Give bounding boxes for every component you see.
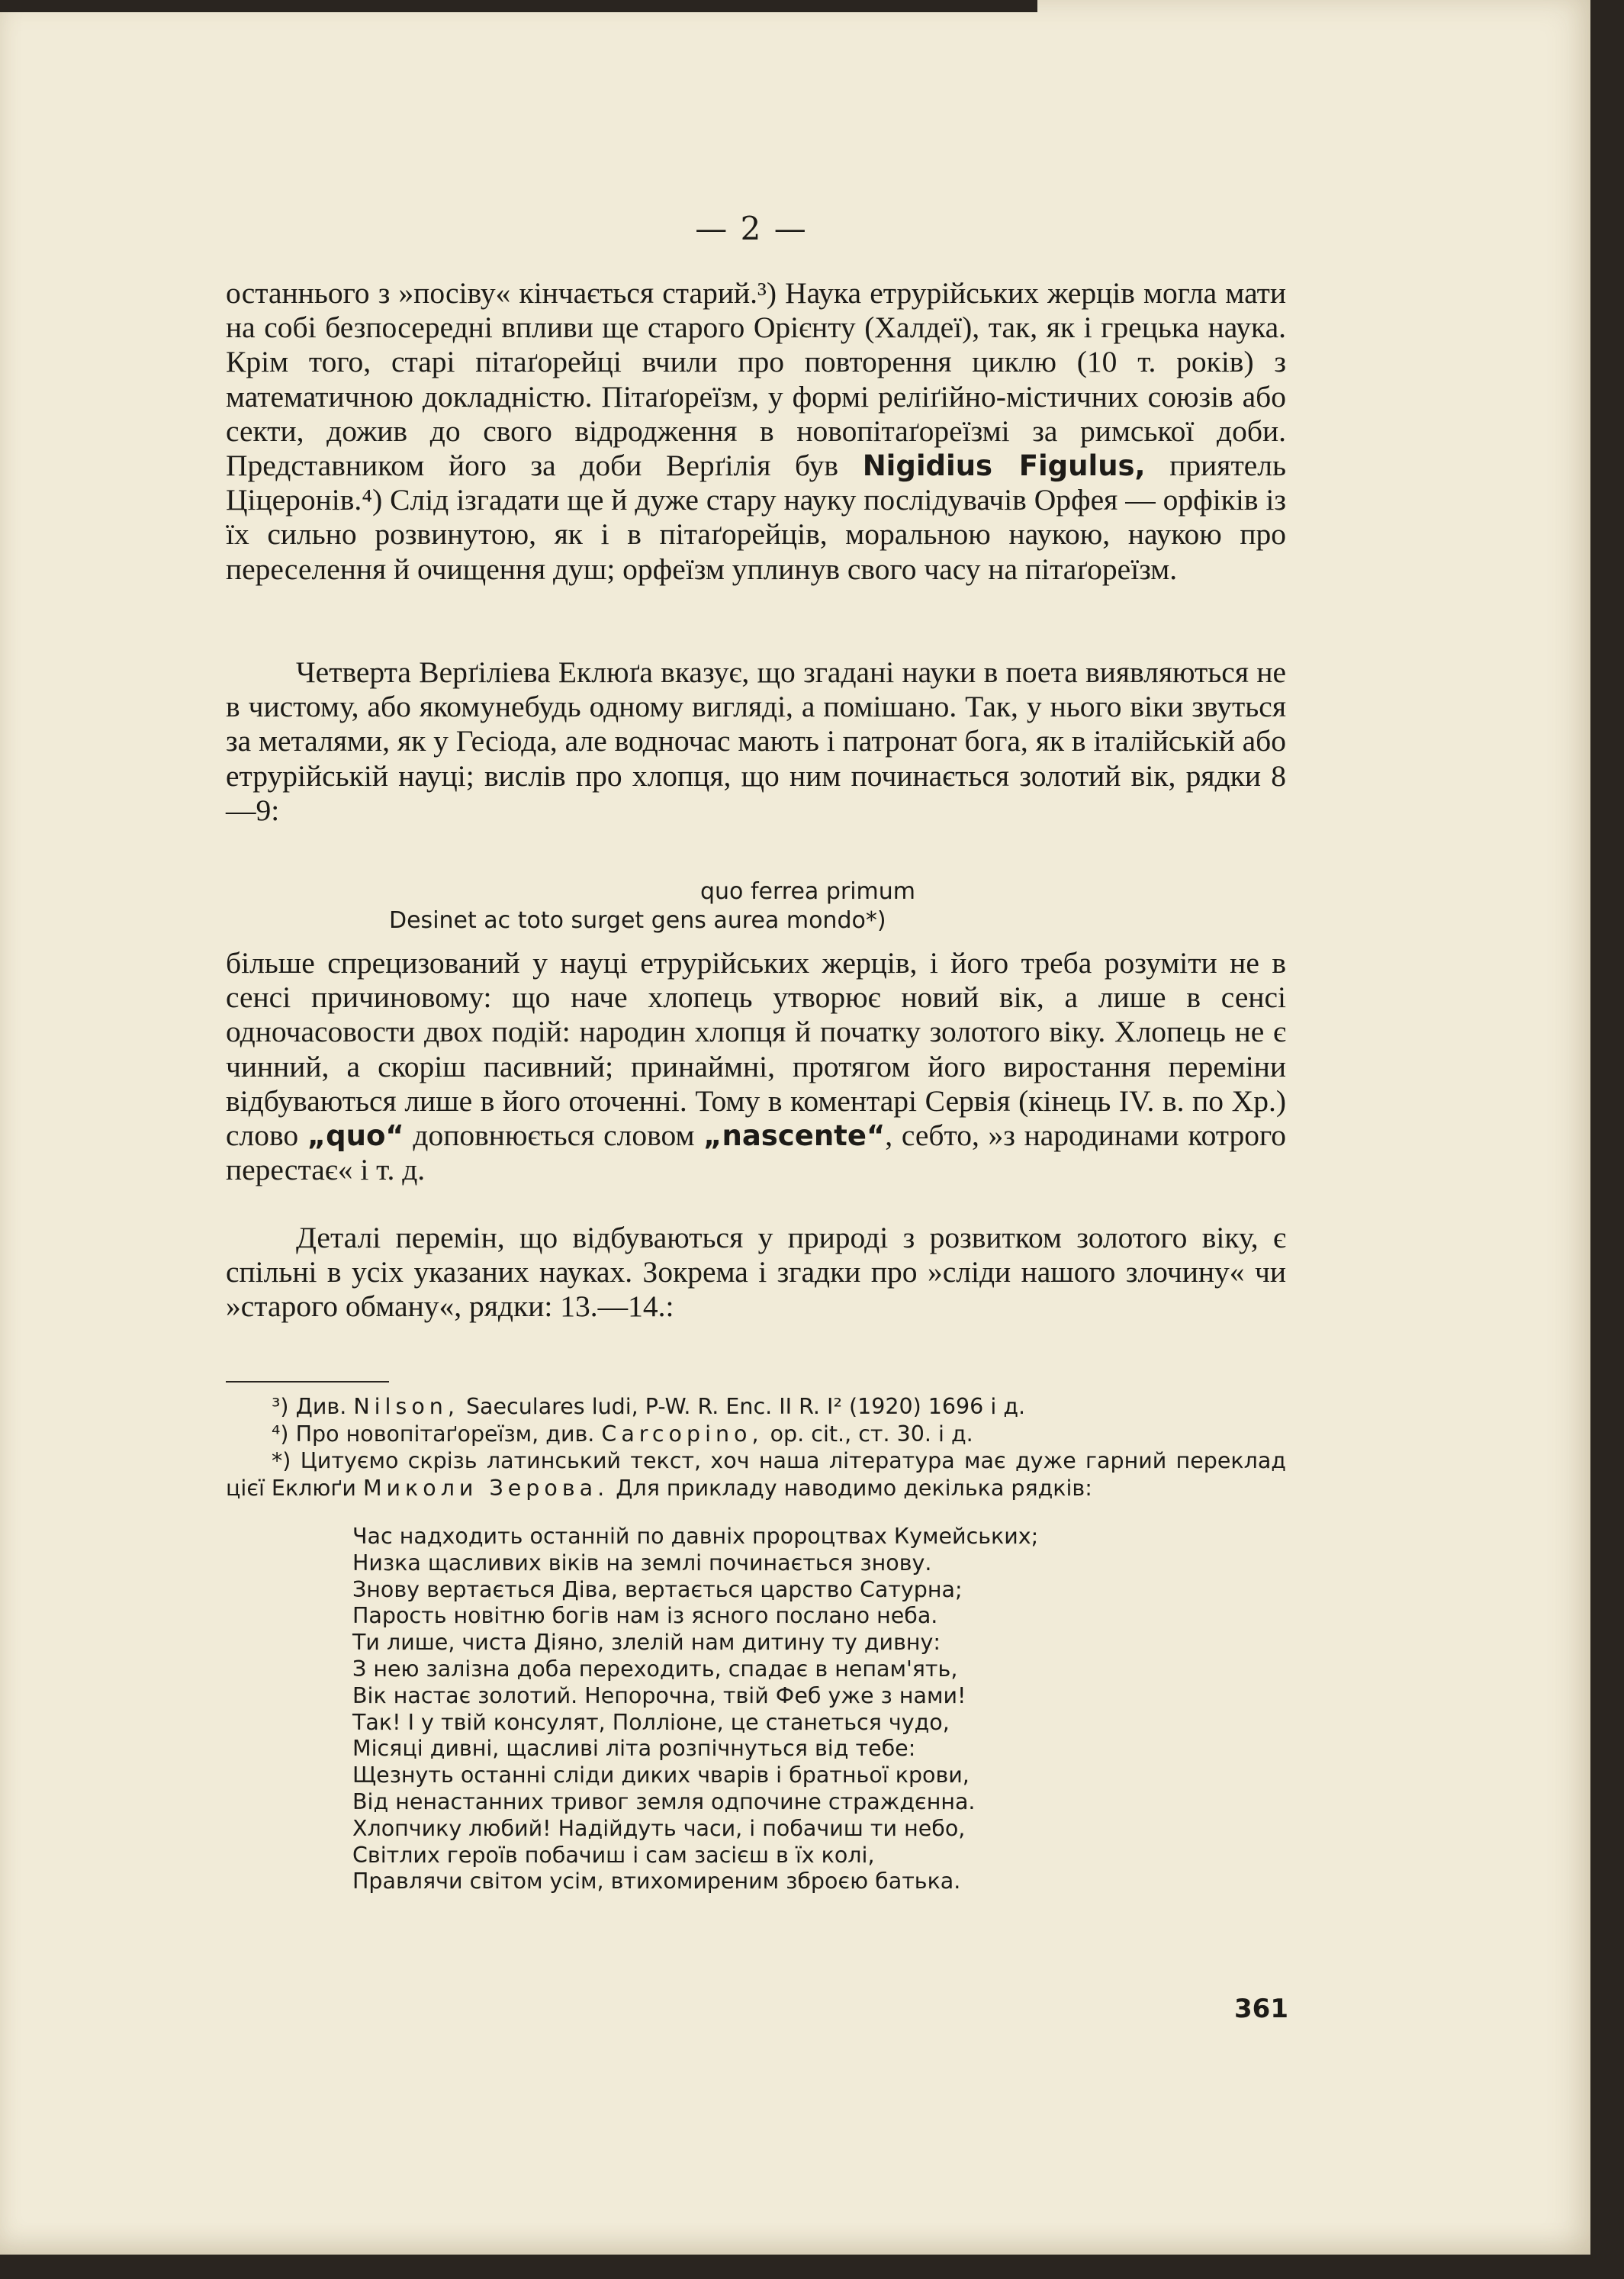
verse-line: Вік настає золотий. Непорочна, твій Феб уже з нами! xyxy=(352,1682,966,1708)
verse-line: Правлячи світом усім, втихомиреним зброєю батька. xyxy=(352,1869,961,1894)
verse-line: З нею залізна доба переходить, спадає в непам'ять, xyxy=(352,1656,958,1682)
verse-line: Хлопчику любий! Надійдуть часи, і побачиш ти небо, xyxy=(352,1815,966,1841)
verse-line: Щезнуть останні сліди диких чварів і братньої крови, xyxy=(352,1762,970,1788)
verse-line: Місяці дивні, щасливі літа розпічнуться від тебе: xyxy=(352,1736,916,1762)
verse-translation xyxy=(352,1524,1038,1895)
verse-line: Низка щасливих віків на землі починається знову. xyxy=(352,1550,932,1576)
verse-line: Так! І у твій консулят, Полліоне, це станеться чудо, xyxy=(352,1709,950,1735)
footnotes xyxy=(226,1393,1286,1502)
footnote-4: ⁴) Про новопітаґореїзм, див. Carcopino, op. cit., ст. 30. і д. xyxy=(272,1421,973,1447)
emphasis-name: Nigidius Figulus, xyxy=(862,449,1146,483)
page-number-bottom: 361 xyxy=(1234,1994,1288,2024)
paragraph-4 xyxy=(226,1221,1286,1325)
emphasis-nascente: „nascente“ xyxy=(703,1119,886,1153)
latin-quote-line-1: quo ferrea primum xyxy=(700,878,915,905)
paragraph-2-text: Четверта Верґіліева Еклюґа вказує, що згадані науки в поета виявляються не в чистому, або якомунебудь одному вигляді, а помішано. Так, у нього віки звуться за металями, як у Гесіода, але водночас мають і патронат бога, як в італійській або етрурійській науці; вислів про хлопця, що ним починається золотий вік, рядки 8—9: xyxy=(226,655,1286,827)
emphasis-quo: „quo“ xyxy=(307,1119,404,1153)
page-number-top: — 2 — xyxy=(695,210,808,247)
scan-edge xyxy=(0,0,1037,12)
latin-quote-line-2: Desinet ac toto surget gens aurea mondo*) xyxy=(389,907,886,934)
paragraph-2 xyxy=(226,655,1286,828)
verse-line: Час надходить останній по давніх пророцтвах Кумейських; xyxy=(352,1524,1039,1549)
verse-line: Парость новітню богів нам із ясного послано неба. xyxy=(352,1603,938,1629)
footnote-star: *) Цитуємо скрізь латинський текст, хоч наша література має дуже гарний переклад цієї Еклюґи Миколи Зерова. Для прикладу наводимо декілька рядків: xyxy=(226,1448,1286,1501)
footnote-3: ³) Див. Nilson, Saeculares ludi, P-W. R. Enc. II R. I² (1920) 1696 і д. xyxy=(272,1394,1026,1419)
paragraph-1 xyxy=(226,276,1286,587)
verse-line: Ти лише, чиста Діяно, злелій нам дитину ту дивну: xyxy=(352,1630,941,1656)
paragraph-3 xyxy=(226,946,1286,1187)
verse-line: Знову вертається Діва, вертається царство Сатурна; xyxy=(352,1576,963,1602)
paragraph-1-text: останнього з »посіву« кінчається старий.³) Наука етрурійських жерців могла мати на собі безпосередні впливи ще старого Орієнту (Халдеї), так, як і грецька наука. Крім того, старі пітаґорейці вчили про повторення циклю (10 т. років) з математичною докладністю. Пітаґореїзм, у формі реліґійно-містичних союзів або секти, дожив до свого відродження в новопітаґореїзмі за римської доби. Представником його за доби Верґілія був Nigidius Figulus, приятель Ціцеронів.⁴) Слід ізгадати ще й дуже стару науку послідувачів Орфея — орфіків із їх сильно розвинутою, як і в пітаґорейців, моральною наукою, наукою про переселення й очищення душ; орфеїзм уплинув свого часу на пітаґореїзм. xyxy=(226,276,1286,586)
verse-line: Від ненастанних тривог земля одпочине страждєнна. xyxy=(352,1788,976,1814)
paragraph-4-text: Деталі перемін, що відбуваються у природі з розвитком золотого віку, є спільні в усіх указаних науках. Зокрема і згадки про »сліди нашого злочину« чи »старого обману«, рядки: 13.—14.: xyxy=(226,1221,1286,1324)
verse-line: Світлих героїв побачиш і сам засієш в їх колі, xyxy=(352,1842,875,1868)
paragraph-3-text: більше спрецизований у науці етрурійських жерців, і його треба розуміти не в сенсі причиновому: що наче хлопець утворює новий вік, а лише в сенсі одночасовости двох подій: народин хлопця й початку золотого віку. Хлопець не є чинний, а скоріш пасивний; принаймні, протягом його виростання переміни відбуваються лише в його оточенні. Тому в коментарі Сервія (кінець IV. в. по Хр.) слово „quo“ доповнюється словом „nascente“, себто, »з народинами котрого перестає« і т. д. xyxy=(226,946,1287,1187)
footnote-divider xyxy=(226,1381,389,1383)
